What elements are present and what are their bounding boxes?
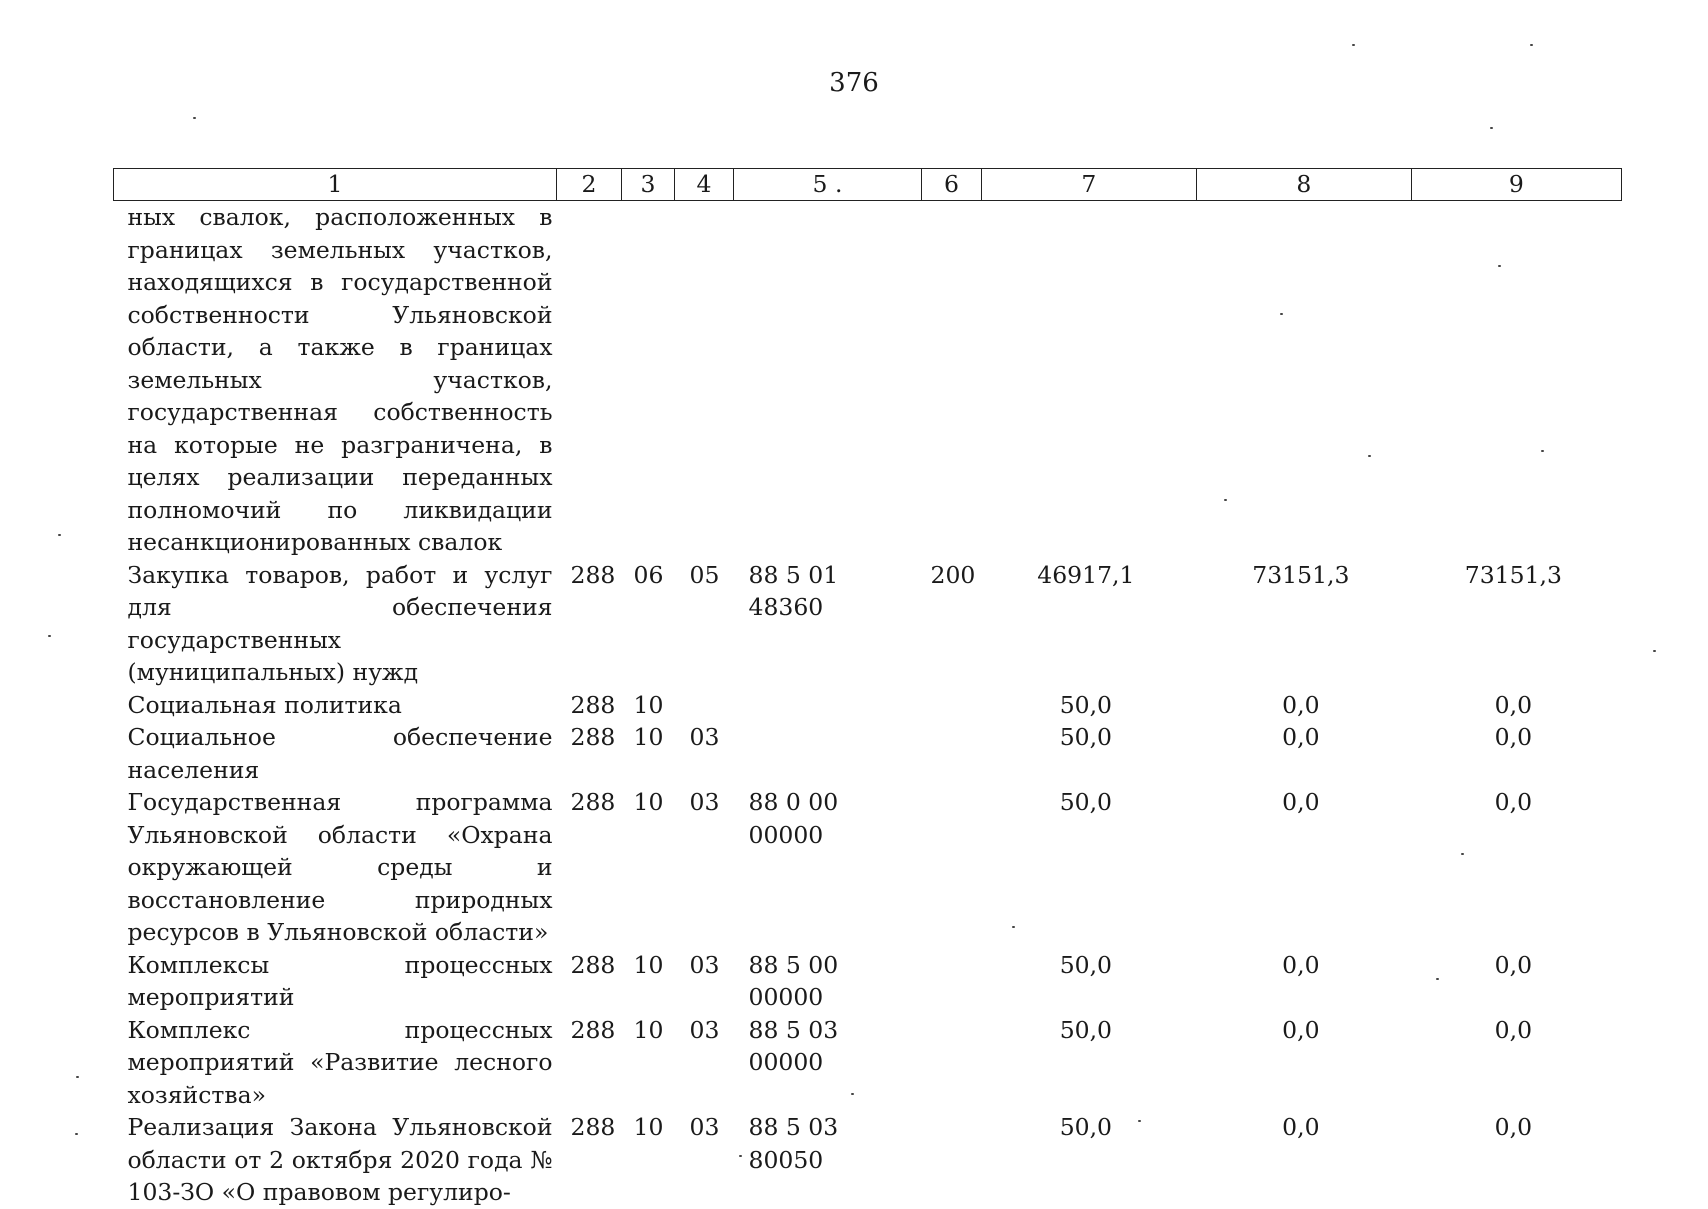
cell-amount-col8: 0,0	[1282, 690, 1320, 719]
cell-section: 10	[633, 723, 664, 751]
cell-subsection	[675, 689, 734, 722]
row-name: Реализация Закона Ульяновской области от 2 октября 2020 года № 103-ЗО «О правовом регулиро-	[127, 1113, 553, 1206]
cell-amount-col7: 50,0	[1059, 788, 1113, 816]
cell-section: 06	[633, 560, 664, 589]
cell-amount-col7: 50,0	[1059, 1113, 1113, 1141]
budget-table	[113, 168, 1622, 1209]
table-row	[114, 1111, 1622, 1209]
column-header: 3	[622, 169, 675, 201]
scan-speck	[1541, 450, 1544, 452]
cell-section: 10	[633, 788, 664, 816]
scan-speck	[58, 534, 61, 536]
cell-expense-type	[922, 1111, 982, 1209]
scan-speck	[76, 1076, 79, 1078]
cell-amount-col7: 50,0	[1059, 950, 1113, 979]
cell-amount-col8: 0,0	[1282, 723, 1320, 751]
cell-amount-col8: 73151,3	[1252, 560, 1350, 589]
cell-target-article	[734, 689, 922, 722]
cell-amount-col9: 0,0	[1494, 690, 1533, 719]
scan-speck	[1461, 853, 1464, 855]
page-number: 376	[829, 68, 879, 98]
table-row	[114, 559, 1622, 689]
scan-speck	[739, 1155, 742, 1157]
column-number-header-row	[114, 169, 1622, 201]
cell-amount-col8: 0,0	[1282, 1113, 1320, 1141]
cell-expense-type	[922, 689, 982, 722]
row-name: Комплекс процессных мероприятий «Развитие лесного хозяйства»	[127, 1015, 553, 1109]
row-name: Комплексы процессных мероприятий	[127, 950, 553, 1011]
cell-amount-col9: 0,0	[1494, 1015, 1533, 1044]
scan-speck	[1012, 926, 1015, 928]
cell-subsection: 03	[689, 788, 720, 816]
cell-amount-col8: 0,0	[1282, 788, 1320, 816]
scan-speck	[48, 635, 51, 637]
column-header: 8	[1196, 169, 1411, 201]
column-header: 1	[114, 169, 557, 201]
cell-amount-col9: 0,0	[1494, 788, 1533, 816]
row-name: ных свалок, расположенных в границах земельных участков, находящихся в государственной собственности Ульяновской области, а также в границах земельных участков, государственная собственность на которые не разграничена, в целях реализации переданных полномочий по ликвидации несанкционированных свалок	[127, 203, 553, 556]
scan-speck	[1224, 499, 1227, 501]
column-header: 7	[981, 169, 1196, 201]
cell-amount-col7: 50,0	[1059, 1015, 1113, 1044]
cell-amount-col8	[1196, 201, 1411, 559]
cell-expense-type	[922, 786, 982, 949]
cell-amount-col9: 0,0	[1494, 723, 1533, 751]
cell-grbs: 288	[570, 1113, 616, 1141]
cell-expense-type	[922, 949, 982, 1014]
cell-target-article	[734, 721, 922, 786]
scan-speck	[1498, 265, 1501, 267]
table-row	[114, 201, 1622, 559]
row-name: Закупка товаров, работ и услуг для обеспечения государственных (муниципальных) нужд	[127, 560, 553, 686]
cell-subsection	[675, 201, 734, 559]
cell-grbs: 288	[570, 723, 616, 751]
column-header: 4	[675, 169, 734, 201]
cell-expense-type	[922, 1014, 982, 1112]
table-row	[114, 689, 1622, 722]
scan-speck	[1280, 313, 1283, 315]
scan-speck	[851, 1093, 854, 1095]
cell-grbs: 288	[570, 560, 616, 589]
scan-speck	[1490, 127, 1493, 129]
cell-target-article: 88 5 03 80050	[748, 1113, 839, 1174]
scan-speck	[1138, 1120, 1141, 1122]
table-row	[114, 721, 1622, 786]
cell-amount-col9: 73151,3	[1464, 560, 1562, 589]
table-row	[114, 786, 1622, 949]
scan-speck	[193, 117, 196, 119]
cell-expense-type: 200	[930, 560, 976, 589]
cell-target-article: 88 0 00 00000	[748, 788, 839, 849]
cell-target-article: 88 5 03 00000	[748, 1015, 839, 1076]
column-header: 2	[557, 169, 622, 201]
cell-amount-col7: 46917,1	[1037, 560, 1135, 589]
cell-grbs: 288	[570, 1015, 616, 1044]
cell-subsection: 03	[689, 1113, 720, 1141]
scan-speck	[75, 1133, 78, 1135]
cell-section: 10	[633, 1113, 664, 1141]
cell-amount-col7	[981, 201, 1196, 559]
row-name: Социальное обеспечение населения	[127, 723, 553, 784]
cell-subsection: 03	[689, 950, 720, 979]
cell-section: 10	[633, 1015, 664, 1044]
row-name: Социальная политика	[127, 690, 402, 719]
cell-target-article: 88 5 00 00000	[748, 950, 839, 1011]
cell-section	[622, 201, 675, 559]
cell-amount-col7: 50,0	[1059, 690, 1113, 719]
cell-subsection: 03	[689, 723, 720, 751]
cell-grbs: 288	[570, 788, 616, 816]
cell-amount-col8: 0,0	[1282, 1015, 1320, 1044]
table-row	[114, 1014, 1622, 1112]
cell-section: 10	[633, 950, 664, 979]
table-row	[114, 949, 1622, 1014]
cell-amount-col9	[1411, 201, 1621, 559]
cell-grbs: 288	[570, 690, 616, 719]
scan-speck	[1368, 455, 1371, 457]
column-header: 9	[1411, 169, 1621, 201]
cell-grbs	[557, 201, 622, 559]
scan-speck	[1530, 44, 1533, 46]
cell-grbs: 288	[570, 950, 616, 979]
cell-section: 10	[633, 690, 664, 719]
scan-speck	[1436, 978, 1439, 980]
column-header: 5 .	[734, 169, 922, 201]
cell-amount-col9: 0,0	[1494, 1113, 1533, 1141]
scan-speck	[1352, 44, 1355, 46]
cell-amount-col7: 50,0	[1059, 723, 1113, 751]
cell-expense-type	[922, 721, 982, 786]
scan-speck	[1653, 650, 1656, 652]
cell-amount-col9: 0,0	[1494, 950, 1533, 979]
cell-subsection: 05	[689, 560, 720, 589]
cell-target-article	[734, 201, 922, 559]
cell-expense-type	[922, 201, 982, 559]
cell-target-article: 88 5 01 48360	[748, 560, 839, 621]
cell-amount-col8: 0,0	[1282, 950, 1320, 979]
row-name: Государственная программа Ульяновской области «Охрана окружающей среды и восстановление природных ресурсов в Ульяновской области»	[127, 788, 553, 946]
cell-subsection: 03	[689, 1015, 720, 1044]
column-header: 6	[922, 169, 982, 201]
